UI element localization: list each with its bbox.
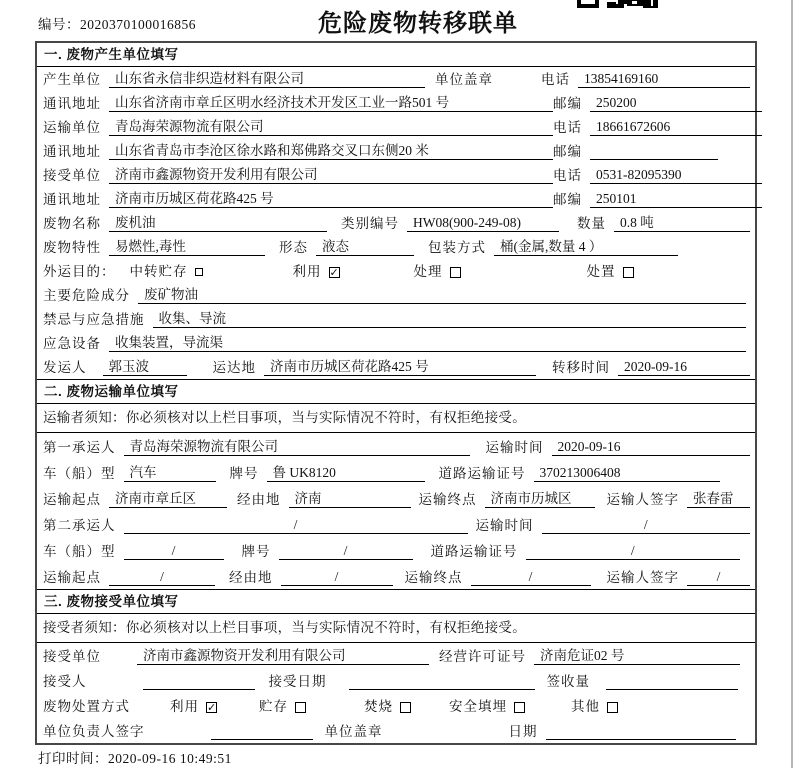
responsible-sign-value <box>211 723 313 740</box>
end2-value: / <box>471 569 591 586</box>
shipper-row <box>37 355 755 379</box>
sign2-value: / <box>687 569 750 586</box>
emergency-equipment-row <box>37 331 755 355</box>
disposal-option-other <box>571 699 618 715</box>
carrier2-label: 第二承运人 <box>43 518 116 533</box>
quantity-label: 数量 <box>577 216 606 231</box>
responsible-sign-row <box>37 718 755 743</box>
checkbox-disposal-use: ✓ <box>207 701 217 714</box>
unit-seal2-label: 单位盖章 <box>324 724 383 739</box>
disposal-option-storage-label: 贮存 <box>259 699 288 714</box>
main-hazard-label: 主要危险成分 <box>43 288 130 303</box>
via2-value: / <box>281 569 393 586</box>
packaging-value: 桶(金属,数量 4 ） <box>494 239 678 256</box>
carrier1-row <box>37 433 755 459</box>
receiver-label: 接受单位 <box>43 168 101 183</box>
disposal-option-landfill-label: 安全填埋 <box>449 699 507 714</box>
route2-row <box>37 563 755 589</box>
emergency-measures-label: 禁忌与应急措施 <box>43 312 145 327</box>
road-permit1-label: 道路运输证号 <box>438 466 526 481</box>
origin1-label: 运输起点 <box>43 492 101 507</box>
main-hazard-row <box>37 283 755 307</box>
transporter-row <box>37 115 755 139</box>
receiver-address-label: 通讯地址 <box>43 192 101 207</box>
receiver-person-value <box>143 673 255 690</box>
carrier2-row <box>37 511 755 537</box>
receive-unit-row <box>37 643 755 668</box>
permit-value: 济南危证02 号 <box>534 648 740 665</box>
transporter-address-value: 山东省青岛市李沧区徐水路和郑佛路交叉口东侧20 米 <box>109 143 553 160</box>
purpose-option-dispose-label: 处置 <box>586 264 616 279</box>
origin1-value: 济南市章丘区 <box>109 491 227 508</box>
responsible-sign-label: 单位负责人签字 <box>43 724 145 739</box>
waste-name-value: 废机油 <box>109 215 327 232</box>
sign1-label: 运输人签字 <box>606 492 679 507</box>
purpose-option-treat <box>414 264 461 280</box>
receiver-phone-value: 0531-82095390 <box>590 167 762 184</box>
date-value <box>546 723 737 740</box>
unit-seal-label: 单位盖章 <box>435 72 493 87</box>
transporter-value: 青岛海荣源物流有限公司 <box>109 119 553 136</box>
section-producer <box>37 43 755 379</box>
checkbox-dispose <box>623 267 634 278</box>
via1-value: 济南 <box>289 491 411 508</box>
serial-value: 2020370100016856 <box>80 17 196 32</box>
emergency-measures-value: 收集、导流 <box>153 311 747 328</box>
producer-zip-label: 邮编 <box>553 96 582 111</box>
checkbox-use: ✓ <box>329 266 339 279</box>
purpose-row <box>37 259 755 283</box>
purpose-option-dispose <box>587 264 634 280</box>
waste-property-row <box>37 235 755 259</box>
receive-unit-value: 济南市鑫源物资开发利用有限公司 <box>137 648 429 665</box>
quantity-value: 0.8 吨 <box>614 215 750 232</box>
page-title: 危险废物转移联单 <box>318 10 518 37</box>
section3-title: 三. 废物接受单位填写 <box>37 590 755 614</box>
origin2-value: / <box>109 569 215 586</box>
vehicle2-row <box>37 537 755 563</box>
destination-label: 运达地 <box>212 360 256 375</box>
receiver-zip-value: 250101 <box>590 191 762 208</box>
disposal-option-other-label: 其他 <box>571 699 600 714</box>
section1-title: 一. 废物产生单位填写 <box>37 43 755 67</box>
category-code-label: 类别编号 <box>341 216 399 231</box>
transporter-address-row <box>37 139 755 163</box>
transport-time2-value: / <box>542 517 751 534</box>
road-permit1-value: 370213006408 <box>534 465 721 482</box>
end1-label: 运输终点 <box>418 492 477 507</box>
receiver-phone-label: 电话 <box>553 168 582 183</box>
receiver-address-value: 济南市历城区荷花路425 号 <box>109 191 553 208</box>
print-time-value: 2020-09-16 10:49:51 <box>108 751 232 766</box>
disposal-option-use-label: 利用 <box>170 699 199 714</box>
receiver-person-label: 接受人 <box>43 674 87 689</box>
transport-time1-label: 运输时间 <box>485 440 544 455</box>
disposal-option-incinerate <box>364 699 411 715</box>
disposal-option-landfill <box>449 699 525 715</box>
producer-phone-label: 电话 <box>541 72 570 87</box>
transporter-label: 运输单位 <box>43 120 101 135</box>
checkbox-transfer-storage <box>195 268 203 276</box>
section-receiver <box>37 589 755 743</box>
receiver-value: 济南市鑫源物资开发利用有限公司 <box>109 167 553 184</box>
received-amount-label: 签收量 <box>546 674 590 689</box>
print-time-label: 打印时间： <box>38 751 108 766</box>
sign1-value: 张春雷 <box>687 491 750 508</box>
producer-address-value: 山东省济南市章丘区明水经济技术开发区工业一路501 号 <box>109 95 553 112</box>
producer-address-label: 通讯地址 <box>43 96 101 111</box>
via2-label: 经由地 <box>229 570 273 585</box>
waste-property-value: 易燃性,毒性 <box>109 239 265 256</box>
checkbox-disposal-landfill <box>514 702 525 713</box>
main-hazard-value: 废矿物油 <box>138 287 746 304</box>
vehicle1-row <box>37 459 755 485</box>
shipper-label: 发运人 <box>43 360 87 375</box>
sign2-label: 运输人签字 <box>606 570 679 585</box>
receive-unit-label: 接受单位 <box>43 649 101 664</box>
end2-label: 运输终点 <box>404 570 463 585</box>
checkbox-treat <box>450 267 461 278</box>
vehicle-type2-value: / <box>124 543 224 560</box>
emergency-equipment-value: 收集装置，导流渠 <box>109 335 746 352</box>
disposal-option-use <box>170 699 217 715</box>
disposal-option-incinerate-label: 焚烧 <box>364 699 393 714</box>
date-label: 日期 <box>508 724 538 739</box>
purpose-option-use <box>293 264 340 280</box>
page-edge-line <box>791 0 793 768</box>
receive-date-label: 接受日期 <box>268 674 327 689</box>
emergency-equipment-label: 应急设备 <box>43 336 101 351</box>
plate2-value: / <box>279 543 413 560</box>
disposal-option-storage <box>259 699 306 715</box>
checkbox-disposal-incinerate <box>400 702 411 713</box>
vehicle-type2-label: 车（船）型 <box>43 544 116 559</box>
packaging-label: 包装方式 <box>428 240 486 255</box>
serial-label: 编号： <box>38 17 80 32</box>
destination-value: 济南市历城区荷花路425 号 <box>264 359 536 376</box>
road-permit2-value: / <box>526 543 741 560</box>
purpose-option-transfer-label: 中转贮存 <box>129 264 188 279</box>
plate1-value: 鲁 UK8120 <box>267 465 425 482</box>
vehicle-type1-label: 车（船）型 <box>43 466 116 481</box>
producer-value: 山东省永信非织造材料有限公司 <box>109 71 425 88</box>
shipper-value: 郭玉波 <box>103 359 187 376</box>
receive-date-value <box>349 673 535 690</box>
carrier2-value: / <box>124 517 468 534</box>
receiver-address-row <box>37 187 755 211</box>
permit-label: 经营许可证号 <box>439 649 526 664</box>
end1-value: 济南市历城区 <box>485 491 595 508</box>
waste-name-row <box>37 211 755 235</box>
plate1-label: 牌号 <box>229 466 259 481</box>
receiver-person-row <box>37 668 755 693</box>
purpose-option-treat-label: 处理 <box>413 264 443 279</box>
checkbox-disposal-storage <box>295 702 306 713</box>
transporter-zip-value <box>590 143 718 160</box>
waste-property-label: 废物特性 <box>43 240 101 255</box>
receiver-row <box>37 163 755 187</box>
receiver-zip-label: 邮编 <box>553 192 582 207</box>
section-transporter <box>37 379 755 589</box>
carrier1-label: 第一承运人 <box>43 440 116 455</box>
road-permit2-label: 道路运输证号 <box>430 544 518 559</box>
producer-row <box>37 67 755 91</box>
origin2-label: 运输起点 <box>43 570 101 585</box>
emergency-measures-row <box>37 307 755 331</box>
transfer-time-value: 2020-09-16 <box>618 359 750 376</box>
print-time <box>38 747 232 767</box>
carrier1-value: 青岛海荣源物流有限公司 <box>124 439 470 456</box>
qr-code-fragment <box>577 0 659 9</box>
transporter-address-label: 通讯地址 <box>43 144 101 159</box>
waste-name-label: 废物名称 <box>43 216 101 231</box>
via1-label: 经由地 <box>237 492 281 507</box>
transporter-phone-value: 18661672606 <box>590 119 762 136</box>
disposal-row <box>37 693 755 718</box>
form-state-value: 液态 <box>316 239 414 256</box>
serial-number <box>38 13 196 33</box>
transporter-zip-label: 邮编 <box>553 144 582 159</box>
producer-zip-value: 250200 <box>590 95 762 112</box>
producer-phone-value: 13854169160 <box>578 71 750 88</box>
transporter-notice: 运输者须知：你必须核对以上栏目事项，当与实际情况不符时，有权拒绝接受。 <box>37 404 755 433</box>
checkbox-disposal-other <box>607 702 618 713</box>
form-state-label: 形态 <box>279 240 308 255</box>
transporter-phone-label: 电话 <box>553 120 582 135</box>
transport-time2-label: 运输时间 <box>475 518 534 533</box>
receiver-notice: 接受者须知：你必须核对以上栏目事项，当与实际情况不符时，有权拒绝接受。 <box>37 614 755 643</box>
category-code-value: HW08(900-249-08) <box>407 215 559 232</box>
section2-title: 二. 废物运输单位填写 <box>37 380 755 404</box>
transfer-time-label: 转移时间 <box>552 360 610 375</box>
received-amount-value <box>606 673 738 690</box>
transport-time1-value: 2020-09-16 <box>552 439 751 456</box>
disposal-label: 废物处置方式 <box>43 699 130 714</box>
purpose-option-use-label: 利用 <box>292 264 322 279</box>
purpose-label: 外运目的： <box>43 264 116 279</box>
producer-address-row <box>37 91 755 115</box>
vehicle-type1-value: 汽车 <box>124 465 216 482</box>
producer-label: 产生单位 <box>43 72 101 87</box>
route1-row <box>37 485 755 511</box>
plate2-label: 牌号 <box>241 544 271 559</box>
manifest-form <box>35 41 757 745</box>
purpose-option-transfer <box>130 264 203 280</box>
